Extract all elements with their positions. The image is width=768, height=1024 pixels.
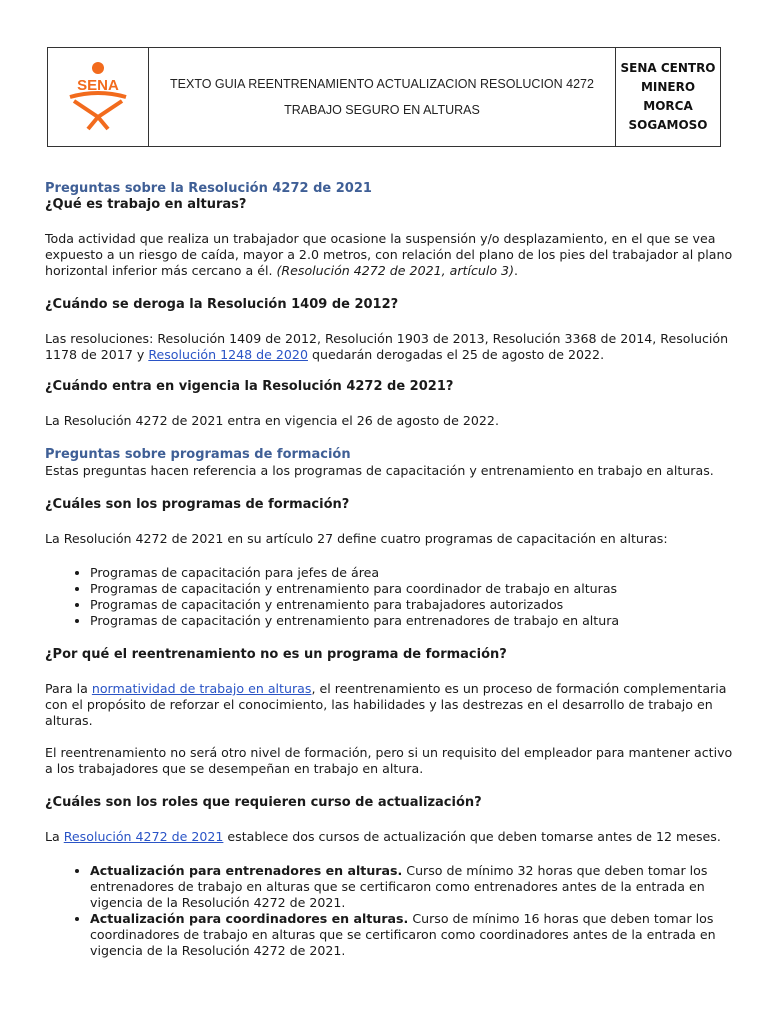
list-item: • Programas de capacitación para jefes de área [90, 565, 735, 581]
center-line: SENA CENTRO [620, 61, 716, 75]
normatividad-link[interactable]: normatividad de trabajo en alturas [91, 681, 312, 696]
sena-logo [62, 59, 134, 131]
center-name-cell [616, 48, 721, 147]
answer: La Resolución 4272 de 2021 establece dos cursos de actualización que deben tomarse antes de 12 meses. [45, 829, 721, 844]
center-line: MINERO [640, 80, 696, 94]
doc-title-line1: TEXTO GUIA REENTRENAMIENTO ACTUALIZACION RESOLUCION 4272 [170, 77, 594, 91]
logo-cell [48, 48, 149, 147]
question: ¿Por qué el reentrenamiento no es un programa de formación? [45, 647, 507, 662]
answer: Toda actividad que realiza un trabajador que ocasione la suspensión y/o desplazamiento, en el que se vea expuesto a un riesgo de caída, mayor a 2.0 metros, con relación del plano de los pies del trabajador al plano horizontal inferior más cercano a él. (Resolución 4272 de 2021, artículo 3). [45, 231, 733, 278]
document-header [47, 47, 721, 147]
answer: La Resolución 4272 de 2021 entra en vigencia el 26 de agosto de 2022. [45, 413, 499, 428]
center-line: MORCA [643, 99, 693, 113]
section-heading: Preguntas sobre programas de formación [45, 447, 351, 462]
title-cell [149, 48, 616, 147]
answer: El reentrenamiento no será otro nivel de formación, pero si un requisito del empleador para mantener activo a los trabajadores que se desempeñan en trabajo en altura. [45, 745, 733, 776]
section-intro: Estas preguntas hacen referencia a los programas de capacitación y entrenamiento en trabajo en alturas. [45, 463, 714, 478]
doc-title-line2: TRABAJO SEGURO EN ALTURAS [284, 103, 480, 117]
list-item: • Actualización para entrenadores en alturas. Curso de mínimo 32 horas que deben tomar los entrenadores de trabajo en alturas que se certificaron como entrenadores antes de la entrada en vigencia de la Resolución 4272 de 2021. [90, 863, 735, 911]
resolution-1248-link[interactable]: Resolución 1248 de 2020 [148, 347, 308, 362]
list-item: • Programas de capacitación y entrenamiento para entrenadores de trabajo en altura [90, 613, 735, 629]
question: ¿Qué es trabajo en alturas? [45, 197, 247, 212]
programs-list [45, 565, 735, 629]
question: ¿Cuándo se deroga la Resolución 1409 de 2012? [45, 297, 399, 312]
section-heading: Preguntas sobre la Resolución 4272 de 2021 [45, 181, 372, 196]
list-item: • Actualización para coordinadores en alturas. Curso de mínimo 16 horas que deben tomar los coordinadores de trabajo en alturas que se certificaron como coordinadores antes de la entrada en vigencia de la Resolución 4272 de 2021. [90, 911, 735, 959]
courses-list [45, 863, 735, 959]
question: ¿Cuáles son los roles que requieren curso de actualización? [45, 795, 482, 810]
list-item: • Programas de capacitación y entrenamiento para trabajadores autorizados [90, 597, 735, 613]
question: ¿Cuáles son los programas de formación? [45, 497, 350, 512]
answer: La Resolución 4272 de 2021 en su artículo 27 define cuatro programas de capacitación en alturas: [45, 531, 668, 546]
answer: Las resoluciones: Resolución 1409 de 2012, Resolución 1903 de 2013, Resolución 3368 de 2014, Resolución 1178 de 2017 y Resolución 1248 de 2020 quedarán derogadas el 25 de agosto de 2022. [45, 331, 729, 362]
question: ¿Cuándo entra en vigencia la Resolución 4272 de 2021? [45, 379, 454, 394]
center-line: SOGAMOSO [628, 118, 708, 132]
logo-text: SENA [77, 77, 119, 94]
answer: Para la normatividad de trabajo en alturas, el reentrenamiento es un proceso de formación complementaria con el propósito de reforzar el conocimiento, las habilidades y las destrezas en el desarrollo de trabajo en alturas. [45, 681, 727, 728]
resolution-4272-link[interactable]: Resolución 4272 de 2021 [63, 829, 224, 844]
document-body [45, 181, 735, 959]
list-item: • Programas de capacitación y entrenamiento para coordinador de trabajo en alturas [90, 581, 735, 597]
